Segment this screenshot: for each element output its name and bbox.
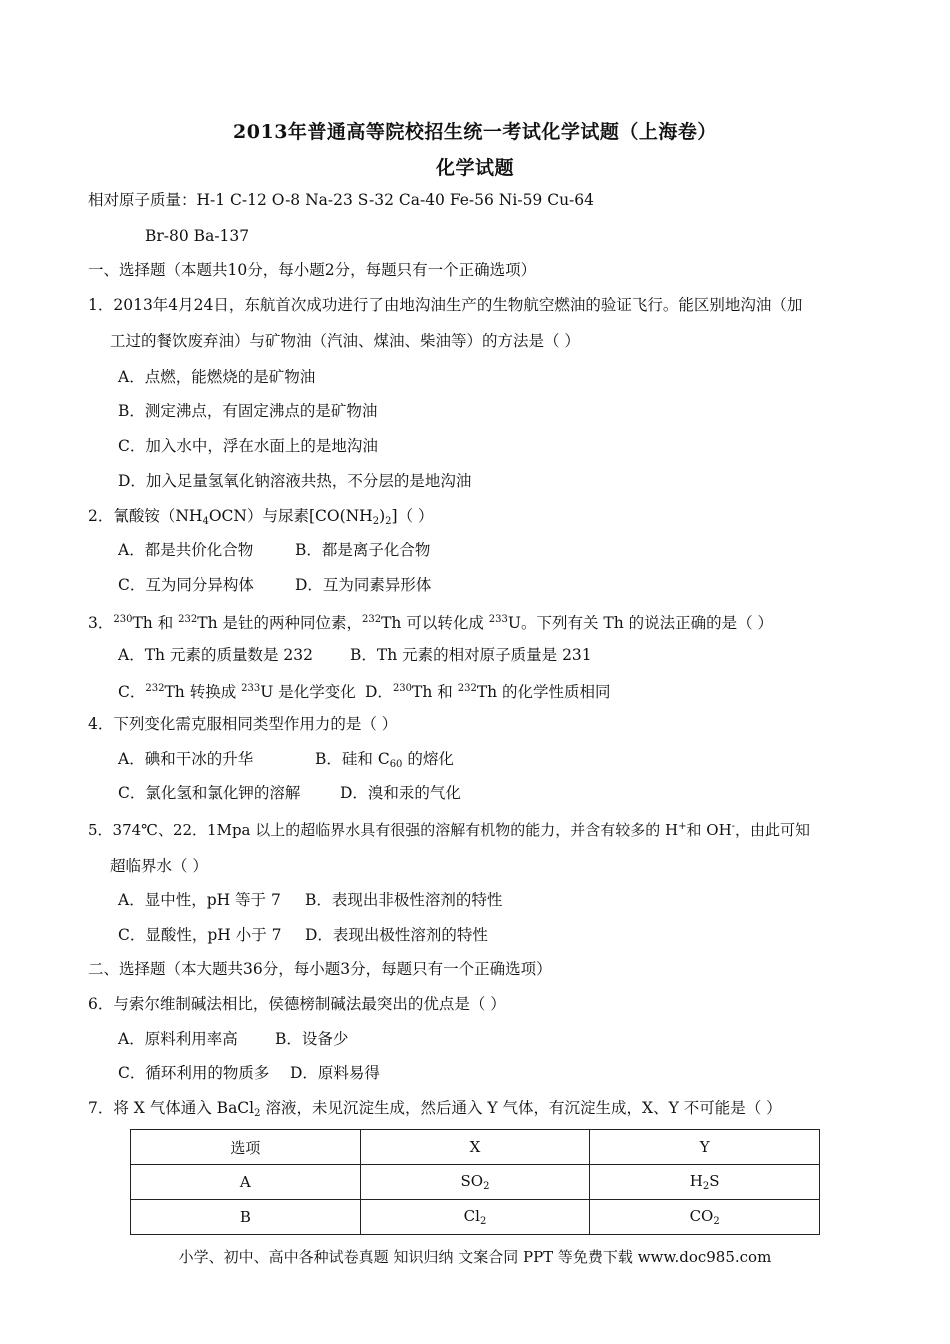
section-1-heading: 一、选择题（本题共10分，每小题2分，每题只有一个正确选项） xyxy=(88,261,537,279)
table-header-cell: Y xyxy=(590,1130,820,1165)
q5-text: ，由此可知 xyxy=(735,821,811,839)
q3-d-text: Th 的化学性质相同 xyxy=(476,683,611,701)
element-symbol: Th xyxy=(412,683,433,701)
q2-sub: 4 xyxy=(202,516,209,527)
q3-c-text: Th 转换成 xyxy=(164,683,242,701)
table-row xyxy=(131,1200,820,1235)
q3-d-label: D． xyxy=(365,683,393,701)
q5-stem-line1 xyxy=(88,816,810,841)
atomic-masses-line2: Br-80 Ba-137 xyxy=(145,227,250,245)
q1-stem-line2: 工过的餐饮废弃油）与矿物油（汽油、煤油、柴油等）的方法是（ ） xyxy=(110,332,580,350)
q7-stem xyxy=(88,1097,782,1125)
q5-option-a: A．显中性，pH 等于 7 xyxy=(118,891,281,909)
q2-stem xyxy=(88,505,434,533)
formula-text: H xyxy=(689,1172,703,1190)
q3-option-c xyxy=(118,678,356,703)
q7-text: 7．将 X 气体通入 BaCl xyxy=(88,1099,255,1117)
q4-b-text: B．硅和 C xyxy=(315,750,390,768)
q5-option-d: D．表现出极性溶剂的特性 xyxy=(305,926,488,944)
formula-sub: 2 xyxy=(483,1181,490,1192)
q3-text: Th 是钍的两种同位素， xyxy=(197,614,362,632)
mass-number: 233 xyxy=(488,614,508,625)
q3-text: Th 可以转化成 xyxy=(381,614,489,632)
mass-number: 230 xyxy=(392,683,413,694)
q2-stem-text: OCN）与尿素[CO(NH xyxy=(208,507,373,525)
q4-option-a: A．碘和干冰的升华 xyxy=(118,750,254,768)
formula-text: CO xyxy=(689,1207,714,1225)
page-title: 2013年普通高等院校招生统一考试化学试题（上海卷） xyxy=(233,121,717,143)
q4-option-d: D．溴和汞的气化 xyxy=(340,784,461,802)
formula-sub: 2 xyxy=(479,1216,487,1227)
q3-stem xyxy=(88,609,773,634)
q2-stem-text: 2．氰酸铵（NH xyxy=(88,507,203,525)
table-cell-option: A xyxy=(131,1165,361,1200)
table-header-cell: 选项 xyxy=(131,1130,361,1165)
ion-charge: - xyxy=(731,821,736,832)
q2-option-d: D．互为同素异形体 xyxy=(295,576,432,594)
q1-stem-line1: 1．2013年4月24日，东航首次成功进行了由地沟油生产的生物航空燃油的验证飞行。能区别地沟油（加 xyxy=(88,296,803,314)
table-row xyxy=(131,1165,820,1200)
formula-text: SO xyxy=(460,1172,484,1190)
table-cell-y xyxy=(590,1165,820,1200)
formula-sub: 2 xyxy=(713,1216,720,1227)
q7-text: 溶液，未见沉淀生成，然后通入 Y 气体，有沉淀生成，X、Y 不可能是（ ） xyxy=(260,1099,782,1117)
q2-sub: 2 xyxy=(372,516,380,527)
q5-option-b: B．表现出非极性溶剂的特性 xyxy=(305,891,503,909)
page-subtitle: 化学试题 xyxy=(435,157,514,179)
q5-option-c: C．显酸性，pH 小于 7 xyxy=(118,926,282,944)
q2-sub: 2 xyxy=(385,516,392,527)
q6-stem: 6．与索尔维制碱法相比，侯德榜制碱法最突出的优点是（ ） xyxy=(88,995,506,1013)
q1-option-d: D．加入足量氢氧化钠溶液共热，不分层的是地沟油 xyxy=(118,472,472,490)
table-cell-option: B xyxy=(131,1200,361,1235)
table-cell-x xyxy=(360,1165,590,1200)
q5-text: 和 OH xyxy=(686,821,732,839)
atomic-masses-line1: 相对原子质量：H-1 C-12 O-8 Na-23 S-32 Ca-40 Fe-56 Ni-59 Cu-64 xyxy=(88,191,595,209)
q1-option-a: A．点燃，能燃烧的是矿物油 xyxy=(118,368,316,386)
q3-number: 3． xyxy=(88,614,114,632)
q4-b-text: 的熔化 xyxy=(402,750,454,768)
q5-stem-line2: 超临界水（ ） xyxy=(110,857,208,875)
q6-option-a: A．原料利用率高 xyxy=(118,1030,238,1048)
q3-option-b: B．Th 元素的相对原子质量是 231 xyxy=(350,646,592,664)
q7-sub: 2 xyxy=(254,1108,261,1119)
q2-option-c: C．互为同分异构体 xyxy=(118,576,254,594)
q1-option-b: B．测定沸点，有固定沸点的是矿物油 xyxy=(118,402,378,420)
formula-text: S xyxy=(709,1172,720,1190)
formula-text: Cl xyxy=(463,1207,480,1225)
mass-number: 232 xyxy=(145,683,165,694)
q2-stem-text: ) xyxy=(379,507,386,525)
q3-option-a: A．Th 元素的质量数是 232 xyxy=(118,646,313,664)
page-footer: 小学、初中、高中各种试卷真题 知识归纳 文案合同 PPT 等免费下载 www.doc985.com xyxy=(178,1248,772,1266)
q3-c-label: C． xyxy=(118,683,146,701)
q2-option-b: B．都是离子化合物 xyxy=(295,541,431,559)
q4-option-c: C．氯化氢和氯化钾的溶解 xyxy=(118,784,301,802)
mass-number: 230 xyxy=(113,614,133,625)
q2-option-a: A．都是共价化合物 xyxy=(118,541,254,559)
mass-number: 233 xyxy=(241,683,261,694)
q6-option-d: D．原料易得 xyxy=(290,1064,380,1082)
q3-text: 和 xyxy=(152,614,179,632)
mass-number: 232 xyxy=(362,614,382,625)
q5-text: 5．374℃、22．1Mpa 以上的超临界水具有很强的溶解有机物的能力，并含有较多的 H xyxy=(88,821,679,839)
q2-stem-text: ]（ ） xyxy=(391,507,434,525)
q3-d-text: 和 xyxy=(432,683,458,701)
ion-charge: + xyxy=(678,821,687,832)
table-header-cell: X xyxy=(360,1130,590,1165)
q3-option-d xyxy=(365,678,611,703)
section-2-heading: 二、选择题（本大题共36分，每小题3分，每题只有一个正确选项） xyxy=(88,960,552,978)
element-symbol: Th xyxy=(132,614,153,632)
formula-sub: 2 xyxy=(702,1181,710,1192)
q3-c-text: U 是化学变化 xyxy=(260,683,356,701)
q3-text: U。下列有关 Th 的说法正确的是（ ） xyxy=(507,614,774,632)
q4-stem: 4．下列变化需克服相同类型作用力的是（ ） xyxy=(88,715,398,733)
table-cell-y xyxy=(590,1200,820,1235)
table-cell-x xyxy=(360,1200,590,1235)
q7-options-table xyxy=(130,1129,820,1235)
q1-option-c: C．加入水中，浮在水面上的是地沟油 xyxy=(118,437,378,455)
q6-option-c: C．循环利用的物质多 xyxy=(118,1064,270,1082)
q4-option-b xyxy=(315,748,454,776)
q6-option-b: B．设备少 xyxy=(275,1030,349,1048)
q4-sub: 60 xyxy=(389,759,403,770)
mass-number: 232 xyxy=(457,683,477,694)
mass-number: 232 xyxy=(178,614,198,625)
table-header-row xyxy=(131,1130,820,1165)
